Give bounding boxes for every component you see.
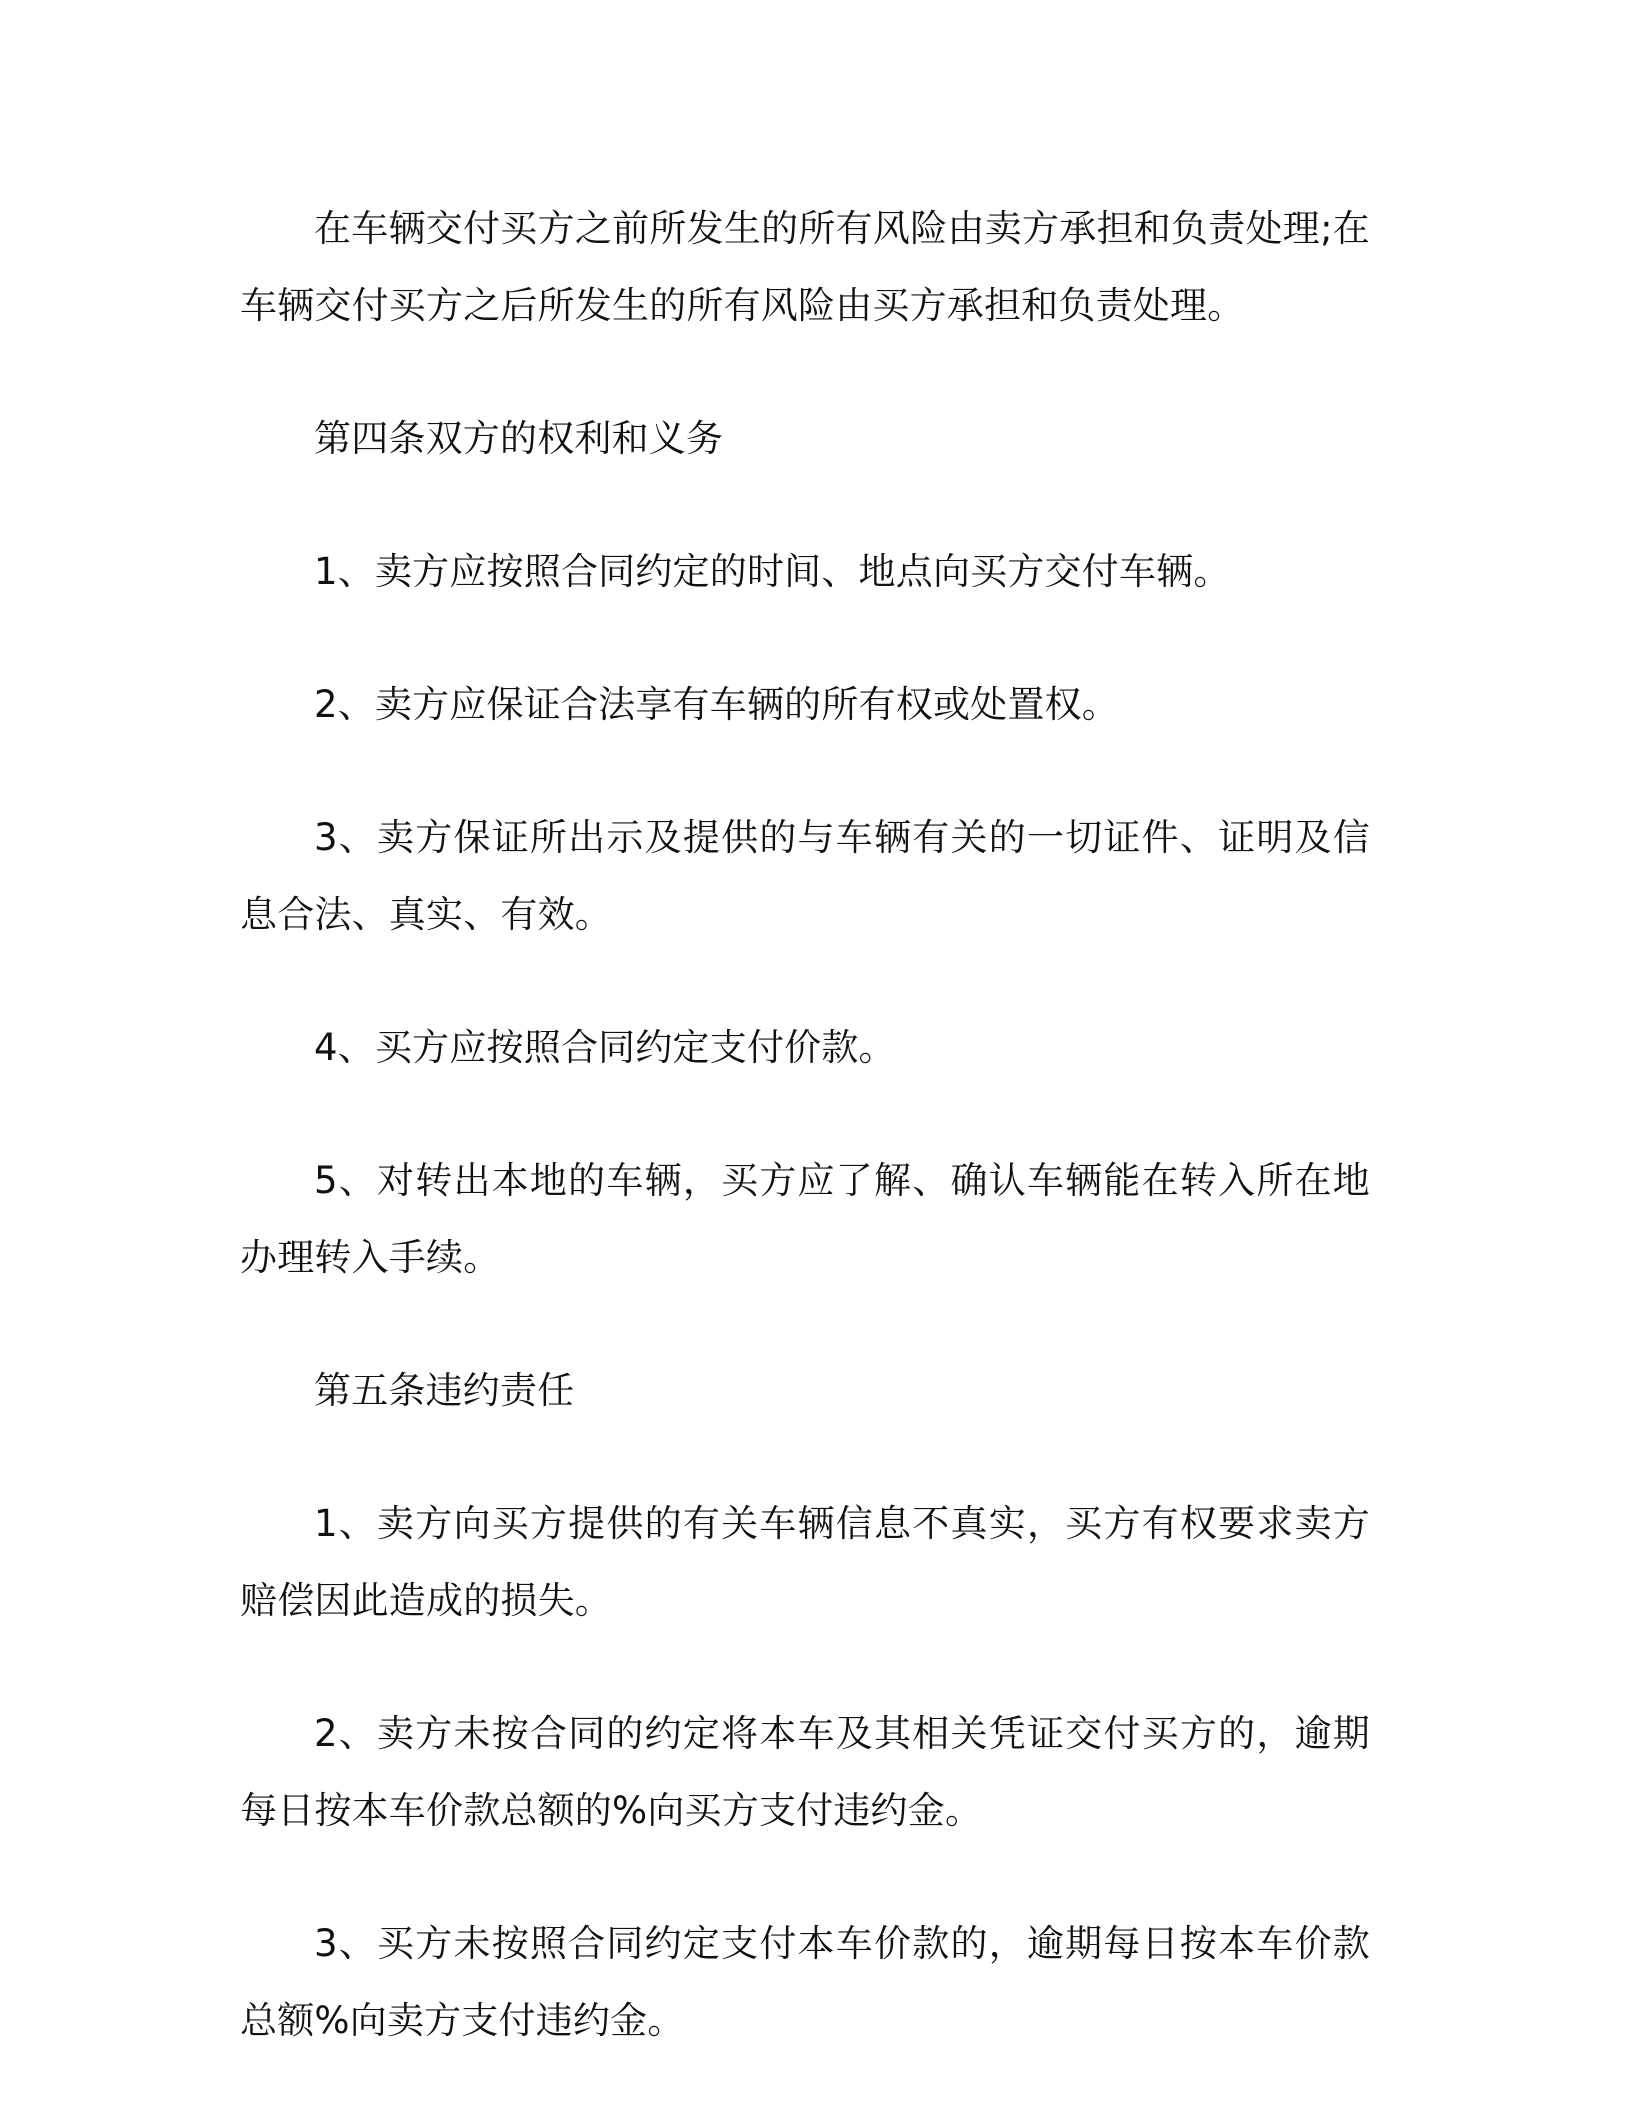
document-body xyxy=(240,190,1370,2115)
article-4-heading: 第四条双方的权利和义务 xyxy=(314,417,724,460)
article-4-item-2: 2、卖方应保证合法享有车辆的所有权或处置权。 xyxy=(314,683,1119,726)
article-4-item-3: 3、卖方保证所出示及提供的与车辆有关的一切证件、证明及信息合法、真实、有效。 xyxy=(240,816,1370,936)
article-4-item-1: 1、卖方应按照合同约定的时间、地点向买方交付车辆。 xyxy=(314,550,1231,593)
article-5-item-3: 3、买方未按照合同约定支付本车价款的，逾期每日按本车价款总额%向卖方支付违约金。 xyxy=(240,1922,1370,2042)
paragraph-risk-transfer: 在车辆交付买方之前所发生的所有风险由卖方承担和负责处理;在车辆交付买方之后所发生的所有风险由买方承担和负责处理。 xyxy=(240,207,1370,327)
article-4-item-4: 4、买方应按照合同约定支付价款。 xyxy=(314,1026,896,1069)
article-5-item-2: 2、卖方未按合同的约定将本车及其相关凭证交付买方的，逾期每日按本车价款总额的%向买方支付违约金。 xyxy=(240,1712,1370,1832)
article-5-heading: 第五条违约责任 xyxy=(314,1369,575,1412)
article-4-item-5: 5、对转出本地的车辆，买方应了解、确认车辆能在转入所在地办理转入手续。 xyxy=(240,1159,1370,1279)
article-5-item-1: 1、卖方向买方提供的有关车辆信息不真实，买方有权要求卖方赔偿因此造成的损失。 xyxy=(240,1502,1370,1622)
